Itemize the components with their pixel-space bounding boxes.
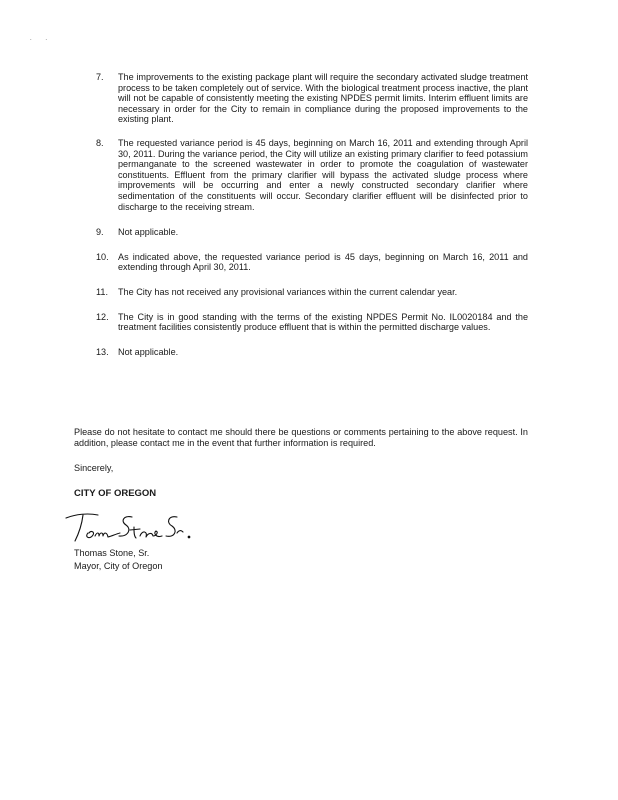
organization-name: CITY OF OREGON: [74, 488, 157, 499]
list-item-9: [96, 227, 528, 238]
item-number: 11.: [96, 286, 108, 297]
item-text: The City has not received any provisional variances within the current calendar year.: [118, 286, 458, 297]
item-text: The improvements to the existing package plant will require the secondary activated sludge treatment process to be taken completely out of service. With the biological treatment process inactive, the plant will not be capable of consistently meeting the existing NPDES permit limits. Interim effluent limits are necessary in order for the City to remain in compliance during the proposed improvements to the existing plant.: [118, 72, 528, 125]
item-number: 8.: [96, 137, 104, 148]
item-number: 9.: [96, 227, 104, 238]
item-text: Not applicable.: [118, 227, 179, 238]
list-item-8: [96, 138, 528, 212]
list-item-10: [96, 252, 528, 273]
item-number: 13.: [96, 346, 109, 357]
item-text: Not applicable.: [118, 346, 179, 357]
item-text: As indicated above, the requested variance period is 45 days, beginning on March 16, 2011 and extending through April 30, 2011.: [118, 251, 528, 273]
signer-name: Thomas Stone, Sr.: [74, 548, 150, 558]
item-number: 12.: [96, 311, 109, 322]
handwritten-signature: [62, 503, 212, 547]
list-item-12: [96, 312, 528, 333]
salutation: Sincerely,: [74, 463, 114, 473]
signer-title: Mayor, City of Oregon: [74, 561, 163, 571]
item-text: The requested variance period is 45 days, beginning on March 16, 2011 and extending through April 30, 2011. During the variance period, the City will utilize an existing primary clarifier to feed potassium permanganate to the screened wastewater in order to promote the coagulation of wastewater constituents. Effluent from the primary clarifier will bypass the activated sludge process where improvements will be occurring and enter a newly constructed secondary clarifier where sedimentation of the constituents will occur. Secondary clarifier effluent will be disinfected prior to discharge to the receiving stream.: [118, 137, 528, 212]
scan-corner-mark: . .: [30, 36, 54, 42]
numbered-responses-list: [96, 72, 528, 357]
item-number: 7.: [96, 72, 104, 82]
item-number: 10.: [96, 251, 109, 262]
list-item-13: [96, 347, 528, 358]
item-text: The City is in good standing with the terms of the existing NPDES Permit No. IL0020184 and the treatment facilities consistently produce effluent that is within the permitted discharge values.: [118, 311, 528, 333]
list-item-11: [96, 287, 528, 298]
list-item-7: [96, 72, 528, 125]
closing-paragraph: Please do not hesitate to contact me should there be questions or comments pertaining to the above request. In addition, please contact me in the event that further information is required.: [74, 427, 528, 448]
